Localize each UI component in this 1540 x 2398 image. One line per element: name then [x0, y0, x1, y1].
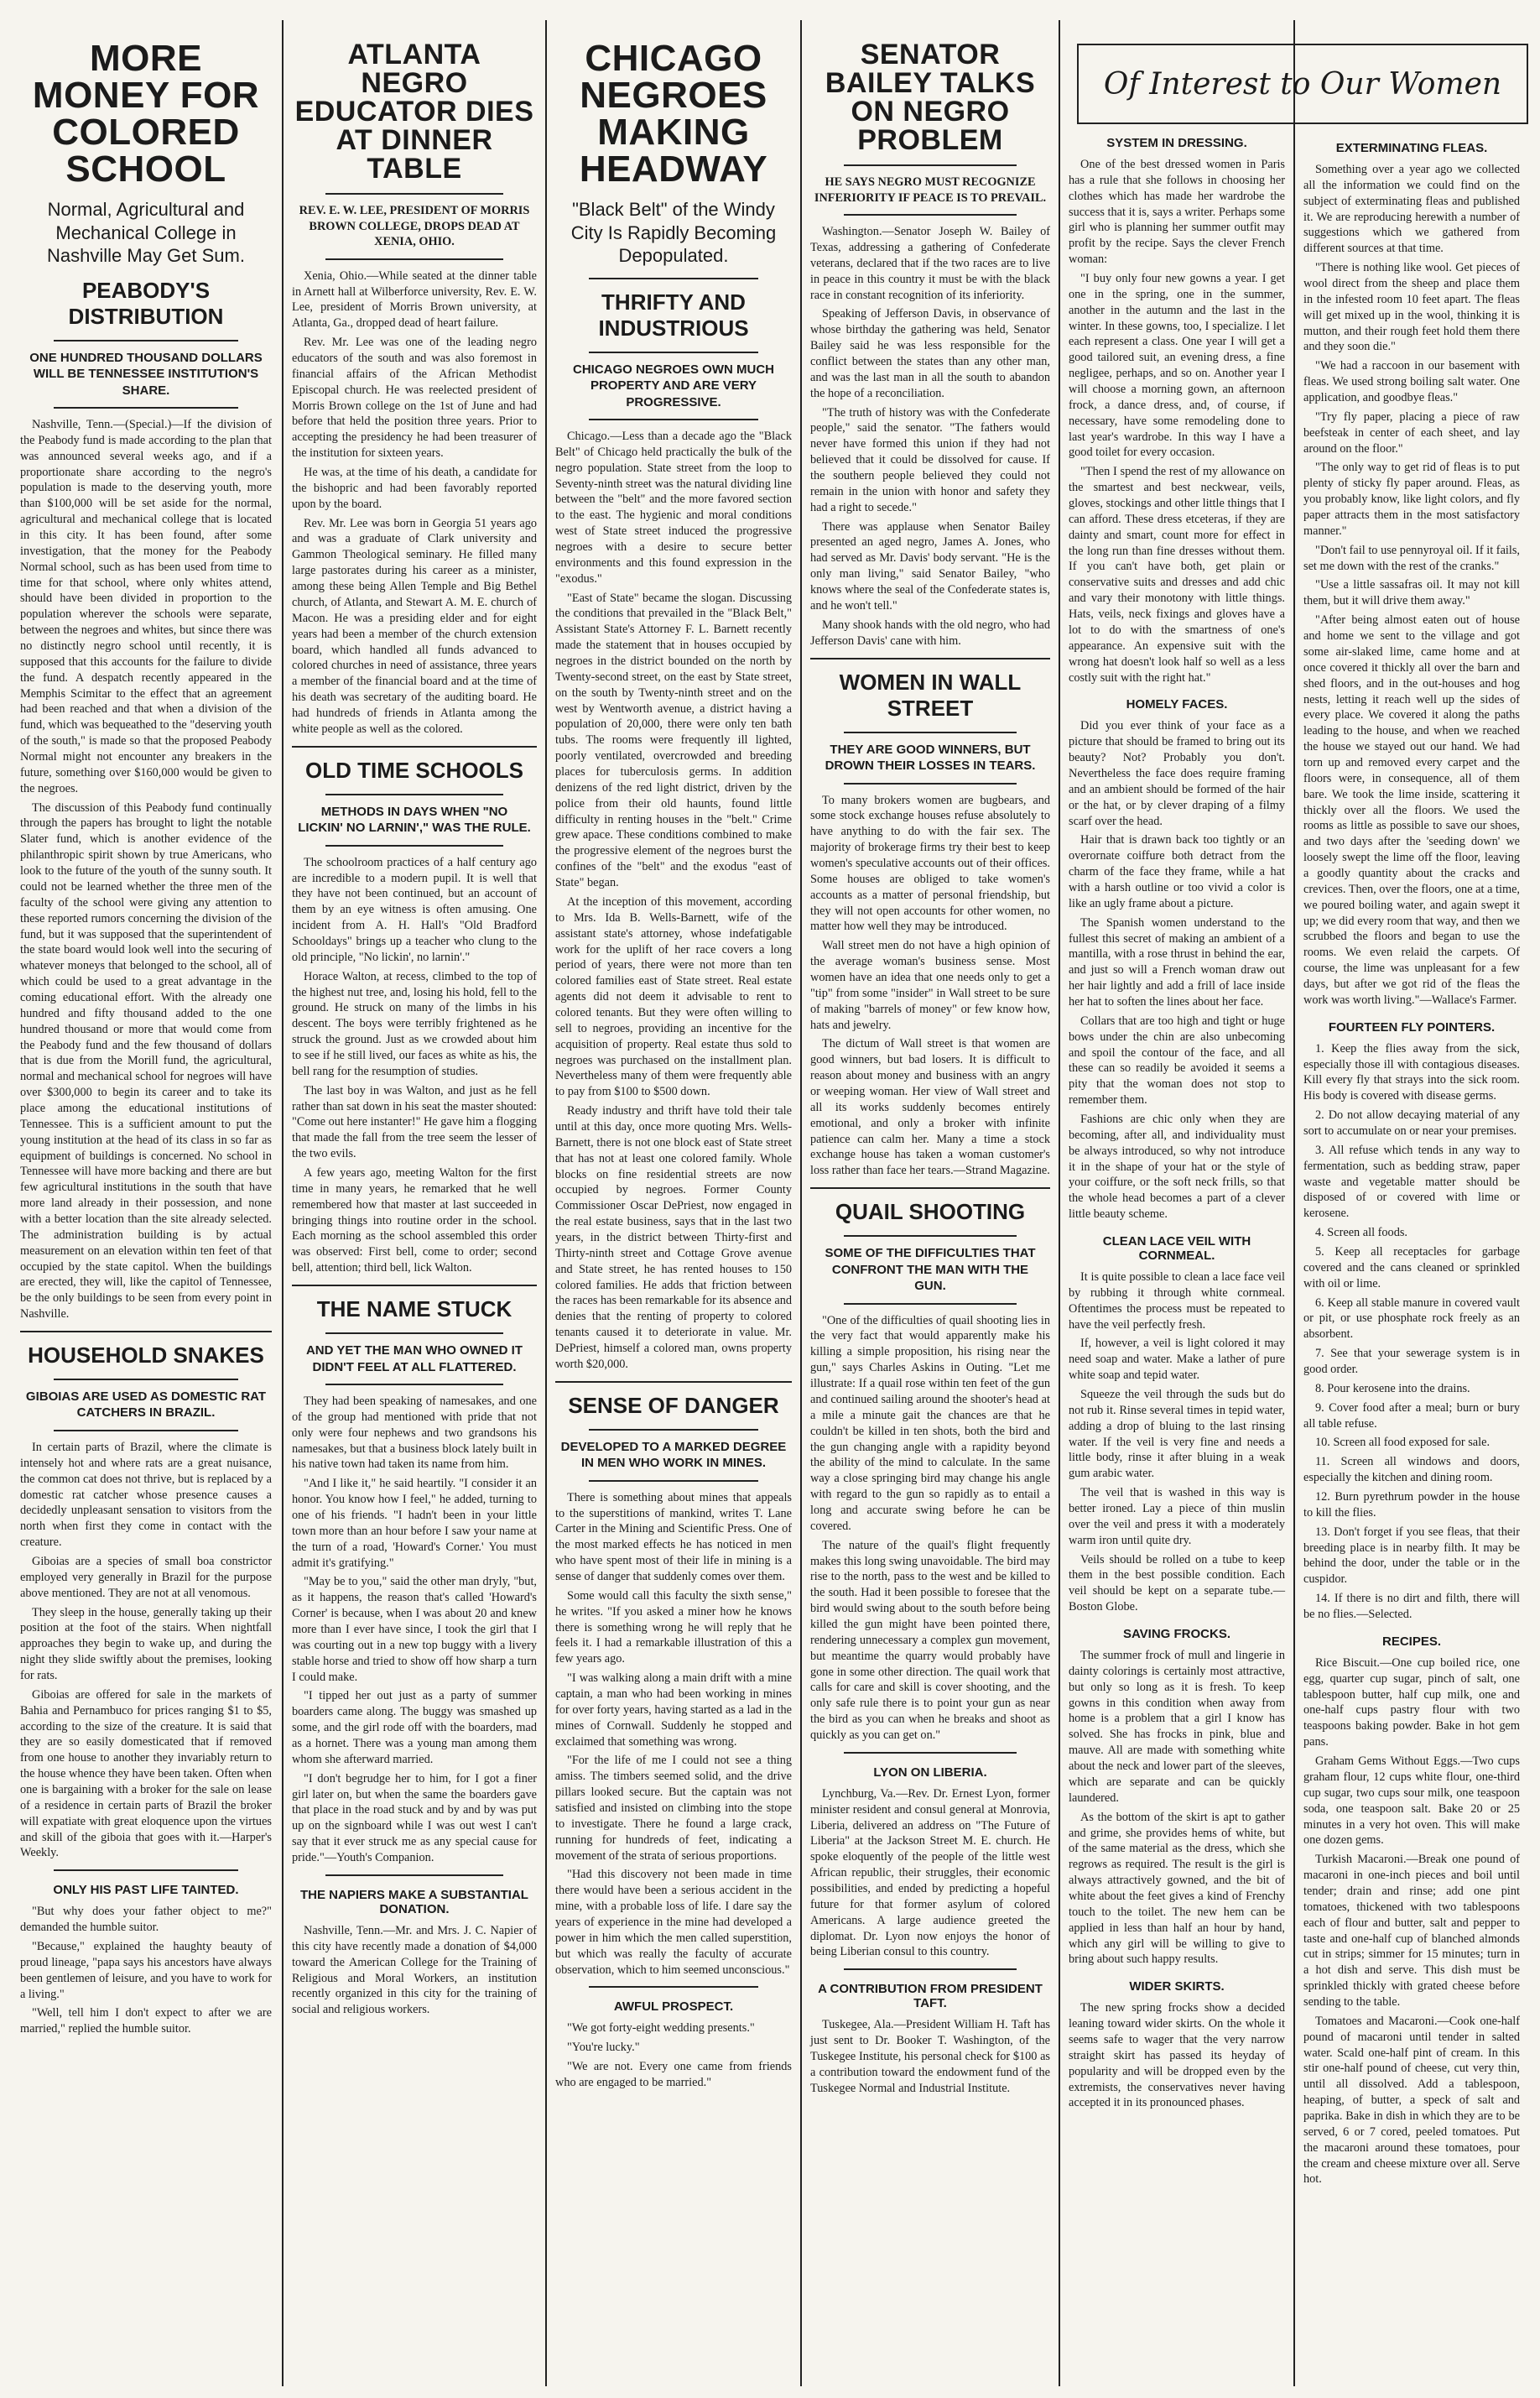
paragraph: The summer frock of mull and lingerie in dainty colorings is certainly most attractive, but only so long as it is fresh. To keep gowns in this condition when away from home is a problem that a girl I know has solved. She has frocks in pink, blue and mauve. All are made with something white about the neck and lower part of the sleeves, which are separate and can be quickly laundered. — [1069, 1649, 1285, 1805]
paragraph: It is quite possible to clean a lace face veil by rubbing it through white cornmeal. Oftentimes the process must be repeated to have the veil perfectly fresh. — [1069, 1270, 1285, 1332]
paragraph: 4. Screen all foods. — [1315, 1226, 1407, 1240]
paragraph: Nashville, Tenn.—(Special.)—If the division of the Peabody fund is made according to the plan that was announced several weeks ago, and if a proportionate share according to the negro's population is made to the deserving youth, more than $100,000 will be set aside for the normal, agricultural and mechanical college that is located in this city. It has been found, after some investigation, that the money for the Peabody Normal school, such as has been used from time to time for that school, where only whites attend, should have been divided in proportion to the population wherever the schools were separate, between the negroes and whites, but since there was no distinctly negro school until recently, it is supposed that this accounts for the failure to divide the fund. A despatch recently appeared in the Memphis Scimitar to the effect that an agreement had been reached and that when a division of the fund, which was bequeathed to the "deserving youth of the south," is made so that the proposed Peabody Normal might not encounter any breakers in the future, something over $160,000 would be given to the negroes. — [20, 418, 272, 795]
divider — [844, 1968, 1017, 1970]
recipe-item: Turkish Macaroni.—Break one pound of macaroni in one-inch pieces and boil until tender; drain and rinse; add one pint tomatoes, thickened with two tablespoons each of flour and butter, salt and pepper to taste and one-half cup of blanched almonds cut in strips; simmer for 15 minutes; turn in a hot dish and serve. This dish must be sprinkled thickly with grated cheese before sending to the table. — [1303, 1853, 1520, 2009]
paragraph: "I buy only four new gowns a year. I get one in the spring, one in the summer, another in the autumn and the last in the winter. In these gowns, too, I specialize. I let each represent a class. One year I will get a good tailored suit, an evening dress, a fine negligee, perhaps, and so on. Another year I will choose a morning gown, an afternoon frock, a dance dress, and, of course, if necessary, have some remodeling done to last year's wardrobe. In this way I have a good toilet for every occasion. — [1069, 272, 1285, 460]
divider — [589, 1429, 758, 1431]
paragraph: 14. If there is no dirt and filth, there will be no flies.—Selected. — [1303, 1592, 1520, 1622]
title-homely-faces: HOMELY FACES. — [1126, 697, 1228, 712]
paragraph: 6. Keep all stable manure in covered vault or pit, or use phosphate rock freely as an absorbent. — [1303, 1295, 1520, 1342]
divider — [810, 1187, 1050, 1189]
newspaper-page — [12, 12, 1528, 2386]
paragraph: 12. Burn pyrethrum powder in the house to kill the flies. — [1303, 1490, 1520, 1520]
divider — [325, 1332, 503, 1334]
paragraph: "I tipped her out just as a party of summer boarders came along. The buggy was smashed up some, and the girl rode off with the boarders, mad as a hornet. There was a young man among them whom she afterward married. — [292, 1689, 537, 1766]
paragraph: Nashville, Tenn.—Mr. and Mrs. J. C. Napier of this city have recently made a donation of $4,000 toward the American College for the Training of Religious and Moral Workers, an institution recently organized in this city for the training of social and religious workers. — [292, 1923, 537, 2017]
paragraph: The nature of the quail's flight frequently makes this long swing unavoidable. The bird may rise to the north, pass to the west and be killed to the south. Had it been possible to foresee that the bird would swing about to the south before being killed the gun might have been pointed there, rendering unnecessary a complex gun movement, but meantime the quarry would probably have gone in some other direction. The quail work that calls for care and skill is cover shooting, and the only safe rule there is to point your gun as near the bird as you can when he breaks and shoot as quickly as you can get on." — [810, 1538, 1050, 1742]
recipe-item: Tomatoes and Macaroni.—Cook one-half pound of macaroni until tender in salted water. Scald one-half pint of cream. In this stir one-half pound of cheese, cut very thin, until all dissolved. Add a tablespoon, heaping, of butter, a speck of salt and paprika. Bake in dish in which they are to be served, 6 or 7 cored, peeled tomatoes. Put the macaroni around these tomatoes, pour the cream and cheese mixture over all. Serve hot. — [1303, 2014, 1520, 2187]
divider — [844, 1303, 1017, 1305]
divider — [325, 193, 503, 195]
paragraph: "Then I spend the rest of my allowance on the smartest and best neckwear, veils, gloves, stockings and other little things that I can afford. These dress etceteras, if they are dainty and smart, count more for effect in the long run than fine dresses without them. If you can't have both, get plain or conservative suits and dresses and add chic and vary their monotony with little things. Hats, veils, neck fixings and gloves have a lot to do with the smartness of one's appearance. An expensive suit with the wrong hat doesn't look half so well as a less costly suit with the right hat." — [1069, 465, 1285, 685]
paragraph: "Well, tell him I don't expect to after we are married," replied the humble suitor. — [20, 2006, 272, 2036]
paragraph: 3. All refuse which tends in any way to fermentation, such as bedding straw, paper waste and vegetable matter should be disposed of or covered with lime or kerosene. — [1303, 1143, 1520, 1221]
headline-household-snakes: HOUSEHOLD SNAKES — [28, 1342, 264, 1368]
divider — [325, 845, 503, 847]
paragraph: The last boy in was Walton, and just as he fell rather than sat down in his seat the master shouted: "Come out here instanter!" He gave him a flogging that made the fall from the tree seem the lesser of the two evils. — [292, 1083, 537, 1161]
paragraph: "For the life of me I could not see a thing amiss. The timbers seemed solid, and the drive pillars looked secure. But the captain was not satisfied and insisted on climbing into the stope to investigate. There he found a large crack, running for hundreds of feet, indicating a movement of the strata of serious proportions. — [555, 1754, 792, 1863]
paragraph: Giboias are a species of small boa constrictor employed very generally in Brazil for the purpose above mentioned. They are not at all venomous. — [20, 1555, 272, 1600]
divider — [844, 732, 1017, 733]
title-wider-skirts: WIDER SKIRTS. — [1129, 1979, 1225, 1994]
subhead-thrifty: THRIFTY AND INDUSTRIOUS — [598, 289, 749, 341]
title-lace-veil: CLEAN LACE VEIL WITH CORNMEAL. — [1102, 1234, 1251, 1263]
paragraph: Fashions are chic only when they are becoming, after all, and individuality must be always introduced, so why not introduce it in the shape of your hat or the style of your coiffure, or the soft neck frills, so that the whole head becomes a part of a clever little beauty scheme. — [1069, 1112, 1285, 1222]
divider — [844, 1235, 1017, 1237]
paragraph: "One of the difficulties of quail shooting lies in the very fact that would apparently make his killing a simple proposition, his rising near the gun," says Charles Askins in Outing. "Let me illustrate: If a quail rose within ten feet of the gun and continued sailing around the shooter's head at a mile a minute gait the chances are that he couldn't be killed in ten shots, both the bird and the gun changing angle with a rapidity beyond the ability of the mind to calculate. In the same way a close springing bird may change his angle with regard to the gun so rapidly as to entail a long and accurate swing before he can be covered. — [810, 1313, 1050, 1533]
paragraph: Wall street men do not have a high opinion of the average woman's business sense. Most women have an idea that one needs only to get a "tip" from some "insider" in Wall street to be sure of making "barrels of money" or few know how, hats and jewelry. — [810, 939, 1050, 1032]
paragraph: "We are not. Every one came from friends who are engaged to be married." — [555, 2060, 792, 2090]
paragraph: Lynchburg, Va.—Rev. Dr. Ernest Lyon, former minister resident and consul general at Monrovia, Liberia, delivered an address on "The Future of Liberia" at the Jackson Street M. E. church. He spoke eloquently of the people of the little west African republic, their struggles, their economic possibilities, and ended by predicting a hopeful future for that former asylum of colored Americans. A large audience greeted the diplomat. Dr. Lyon now enjoys the honor of being Liberian consul to this country. — [810, 1786, 1050, 1959]
deck-black-belt: "Black Belt" of the Windy City Is Rapidly Becoming Depopulated. — [570, 199, 777, 266]
divider — [54, 340, 238, 341]
paragraph: "The only way to get rid of fleas is to put plenty of sticky fly paper around. Fleas, as you probably know, like light colors, and fly paper attracts them in the most satisfactory manner." — [1303, 461, 1520, 538]
paragraph: Many shook hands with the old negro, who had Jefferson Davis' cane with him. — [810, 618, 1051, 648]
paragraph: 8. Pour kerosene into the drains. — [1315, 1381, 1470, 1395]
paragraph: In certain parts of Brazil, where the climate is intensely hot and where rats are a great nuisance, the common cat does not thrive, but is replaced by a domestic rat catcher whose presence causes a decidedly unpleasant sensation to visitors from the north when first they come in contact with the creature. — [20, 1440, 272, 1550]
title-exterminating-fleas: EXTERMINATING FLEAS. — [1335, 141, 1488, 155]
paragraph: Xenia, Ohio.—While seated at the dinner table in Arnett hall at Wilberforce university, Rev. E. W. Lee, president of Morris Brown university, at Atlanta, Ga., dropped dead of heart failure. — [292, 268, 537, 331]
divider — [844, 164, 1017, 166]
paragraph: 2. Do not allow decaying material of any sort to accumulate on or near your premises. — [1303, 1108, 1520, 1138]
column-3 — [547, 27, 800, 2386]
subhead-mines: DEVELOPED TO A MARKED DEGREE IN MEN WHO WORK IN MINES. — [560, 1439, 787, 1471]
paragraph: Washington.—Senator Joseph W. Bailey of Texas, addressing a gathering of Confederate veterans, declared that if the two races are to live in peace in this country it must be with the black race in constant recognition of its inferiority. — [810, 225, 1050, 302]
paragraph: 7. See that your sewerage system is in good order. — [1303, 1347, 1520, 1377]
headline-old-time-schools: OLD TIME SCHOOLS — [305, 757, 523, 783]
paragraph: Collars that are too high and tight or huge bows under the chin are also unbecoming and spoil the contour of the face, and all these can so readily be avoided it seems a pity that the woman does not stop to remember them. — [1069, 1014, 1285, 1108]
paragraph: 5. Keep all receptacles for garbage covered and the cans cleaned or sprinkled with oil or lime. — [1303, 1245, 1520, 1290]
paragraph: There was applause when Senator Bailey presented an aged negro, James A. Jones, who had served as Mr. Davis' body servant. "He is the only man living," said Senator Bailey, "who knows where the seal of the Confederate states is, and he won't tell." — [810, 519, 1050, 613]
paragraph: Speaking of Jefferson Davis, in observance of whose birthday the gathering was held, Senator Bailey said he was less responsible for the conflict between the states than any other man, and was the last man in all the south to abandon the hope of a reconciliation. — [810, 307, 1050, 400]
paragraph: The veil that is washed in this way is better ironed. Lay a piece of thin muslin over the veil and press it with a moderately warm iron until quite dry. — [1069, 1486, 1285, 1547]
divider — [54, 1869, 238, 1871]
title-lyon-liberia: LYON ON LIBERIA. — [873, 1765, 987, 1780]
paragraph: Rev. Mr. Lee was one of the leading negro educators of the south and was also foremost in financial affairs of the African Methodist Episcopal church. He was reelected president of Morris Brown college on the 1st of June and had before that held the position three years. Prior to accepting the presidency he had been treasurer of the institution for sixteen years. — [292, 336, 537, 461]
paragraph: To many brokers women are bugbears, and some stock exchange houses refuse absolutely to have anything to do with the fair sex. The majority of brokerage firms try their best to keep women's speculative accounts out of their offices. Some houses are obliged to take women's accounts as a matter of personal friendship, but they will not open accounts for other women, no matter how well they may be introduced. — [810, 793, 1050, 934]
paragraph: "You're lucky." — [567, 2041, 640, 2055]
paragraph: One of the best dressed women in Paris has a rule that she follows in choosing her clothes which has made her wardrobe the success that it is, says a writer. Perhaps some girl who is planning her summer outfit may profit by the recipe. Says the clever French woman: — [1069, 158, 1285, 267]
divider — [54, 1379, 238, 1380]
paragraph: 1. Keep the flies away from the sick, especially those ill with contagious diseases. Kill every fly that strays into the sick room. His body is covered with disease germs. — [1303, 1041, 1520, 1103]
divider — [844, 783, 1017, 785]
paragraph: "The truth of history was with the Confederate people," said the senator. "The fathers would never have formed this union if they had not believed that it could be dissolved for cause. If the southern people believed they could not remain in the union with honor and safety they had a right to secede." — [810, 405, 1050, 514]
paragraph: "There is nothing like wool. Get pieces of wool direct from the sheep and place them in the infested room 10 feet apart. The fleas will get mixed up in the wool, thinking it is mutton, and their rough feet hold them there and they soon die." — [1303, 261, 1520, 354]
divider — [325, 258, 503, 260]
paragraph: "May be to you," said the other man dryly, "but, as it happens, the reason that's called 'Howard's Corner' is because, when I was about 20 and knew more than I ever have since, I took the girl that I was courting out in a new top buggy with a livery stable horse and tried to show off how sharp a turn I could make. — [292, 1575, 537, 1684]
paragraph: As the bottom of the skirt is apt to gather and grime, she provides hems of white, but of the same material as the dress, which she regrows as required. The result is the girl is always attractively gowned, and the bit of white about the feet gives a kind of Frenchy touch to the toilet. The new hem can be applied in less than half an hour by hand, which any girl will be willing to give to bring about such happy results. — [1069, 1810, 1285, 1967]
paragraph: They had been speaking of namesakes, and one of the group had mentioned with pride that not only were four nephews and two grandsons his namesakes, but that a business block lately built in his native town had taken its name from him. — [292, 1394, 537, 1472]
paragraph: Ready industry and thrift have told their tale until at this day, once more quoting Mrs. Wells-Barnett, there is not one block east of State street that has not at least one colored family. Whole blocks on fine residential streets are now occupied by negroes. Former County Commissioner Oscar DePriest, now engaged in the real estate business, says that in the last two years, in the district between Thirty-first and Thirty-ninth street and Cottage Grove avenue and State street, he has rented houses to 150 colored families. He adds that friction between the races has been remarkable for its absence and denies that the renting of property to colored tenants caused it to deteriorate in value. Mr. DePriest, himself a colored man, owns property worth $20,000. — [555, 1104, 792, 1371]
headline-quail-shooting: QUAIL SHOOTING — [835, 1199, 1026, 1225]
paragraph: "I don't begrudge her to him, for I got a finer girl later on, but when the same the boarders gave that place in the road stuck and by and by was put up on the signboard while I was out west I can't say that it ever struck me as any special cause for pride."—Youth's Companion. — [292, 1771, 537, 1865]
divider — [589, 352, 758, 353]
paragraph: Chicago.—Less than a decade ago the "Black Belt" of Chicago held practically the bulk of the negro population. State street from the loop to Seventy-ninth street was the natural dividing line between the "belt" and the more favored section to the east. The hygienic and moral conditions west of State street induced the progressive negroes with a desire to secure better environments and this found expression in the "exodus." — [555, 430, 792, 586]
paragraph: At the inception of this movement, according to Mrs. Ida B. Wells-Barnett, wife of the assistant state's attorney, whose indefatigable work for the uplift of her race covers a long period of years, there were not more than ten colored families east of State street. Real estate agents did not deem it advisable to rent to colored tenants. But they were often willing to sell to negroes, providing an incentive for the acquisition of property. Real estate thus sold to negroes was purchased on the installment plan. Nevertheless many of them were frequently able to pay from $100 to $500 down. — [555, 894, 792, 1099]
paragraph: "After being almost eaten out of house and home we sent to the village and got some air-slaked lime, came home and at once covered it thickly all over the barn and shed floors, and in the out-houses and hog nests, letting it reach well up the sides of every place. We covered it along the paths leading to the house, and when we reached the house we stayed out our hand. We had torn up and removed every carpet and the floors were, in consequence, all of them bare. We took the lime inside, scattering it thickly over all the floors. We used the rooms as little as possible to save our shoes, and two days after the 'seeding down' we loosely swept the lime off the floor, leaving a goodly quantity about the cracks and crevices. Then, over the floors, one at a time, we poured boiling water, and again swept it up; we did every room that way, and then we scrubbed the floors and began to use the rooms. We even relaid the carpets. Of course, the lime was unpleasant for a few days, but after we got rid of the fleas the work was worth living."—Wallace's Farmer. — [1303, 613, 1520, 1007]
paragraph: Veils should be rolled on a tube to keep them in the best possible condition. Each veil should be kept on a separate tube.—Boston Globe. — [1069, 1552, 1285, 1614]
headline-women-wall-street: WOMEN IN WALL STREET — [839, 669, 1022, 721]
subhead-not-flattered: AND YET THE MAN WHO OWNED IT DIDN'T FEEL AT ALL FLATTERED. — [305, 1343, 523, 1374]
headline-chicago-negroes: CHICAGO NEGROES MAKING HEADWAY — [579, 38, 768, 190]
women-section-banner — [1077, 44, 1528, 124]
recipe-item: Rice Biscuit.—One cup boiled rice, one egg, quarter cup sugar, pinch of salt, one tablespoon butter, half cup milk, one and one-half cups pastry flour with two teaspoons baking powder. Bake in hot gem pans. — [1303, 1655, 1520, 1749]
column-1 — [12, 27, 280, 2386]
recipe-item: Graham Gems Without Eggs.—Two cups graham flour, 12 cups white flour, one-third cup sugar, two cups sour milk, one teaspoon soda, one teaspoon salt. Bake 20 or 25 minutes in a very hot oven. This will make one dozen gems. — [1303, 1754, 1520, 1848]
divider — [555, 1381, 792, 1383]
divider — [325, 1384, 503, 1385]
paragraph: The new spring frocks show a decided leaning toward wider skirts. On the whole it seems safe to wager that the very narrow straight skirt has passed its heyday of popularity and will be dropped even by the extremists, the conservatives never having accepted it in its pronounced phases. — [1069, 2001, 1285, 2110]
divider — [589, 1480, 758, 1482]
headline-sense-of-danger: SENSE OF DANGER — [568, 1392, 779, 1418]
subhead-peabody: PEABODY'S DISTRIBUTION — [68, 277, 224, 329]
paragraph: "We got forty-eight wedding presents." — [567, 2021, 755, 2036]
paragraph: "But why does your father object to me?" demanded the humble suitor. — [20, 1905, 272, 1935]
title-system-dressing: SYSTEM IN DRESSING. — [1106, 136, 1247, 150]
paragraph: The Spanish women understand to the fullest this secret of making an ambient of a mantilla, with a rose thrust in behind the ear, and just so will a French woman draw out her hair lightly and add a frill of lace inside her hat to soften the lines about her face. — [1069, 915, 1285, 1009]
subhead-hundred-thousand: ONE HUNDRED THOUSAND DOLLARS WILL BE TENNESSEE INSTITUTION'S SHARE. — [29, 350, 263, 398]
paragraph: Something over a year ago we collected all the information we could find on the subject of exterminating fleas and published it. We are reproducing herewith a number of suggestions which we gathered from different sources at that time. — [1303, 163, 1520, 256]
headline-name-stuck: THE NAME STUCK — [316, 1296, 512, 1322]
paragraph: "And I like it," he said heartily. "I consider it an honor. You know how I feel," he added, turning to one of his friends. "I hadn't been in your little town more than an hour before I saw your name at the turn of a road, 'Howard's Corner.' You must admit it's gratifying." — [292, 1477, 537, 1570]
paragraph: A few years ago, meeting Walton for the first time in many years, he remarked that he well remembered how that master at last succeeded in bringing things into routine order in the school. Each morning as the school assembled this order was observed: First bell, come to order; second bell, attention; third bell, lick Walton. — [292, 1165, 537, 1275]
title-napiers: THE NAPIERS MAKE A SUBSTANTIAL DONATION. — [300, 1887, 528, 1916]
divider — [589, 419, 758, 420]
byline-inferiority: HE SAYS NEGRO MUST RECOGNIZE INFERIORITY IF PEACE IS TO PREVAIL. — [814, 175, 1047, 205]
recipes-list — [1303, 1655, 1520, 2187]
divider — [54, 1430, 238, 1431]
paragraph: Rev. Mr. Lee was born in Georgia 51 years ago and was a graduate of Clark university and Gammon Theological seminary. He filled many large pastorates during his career as a minister, among these being Allen Temple and Big Bethel church, of Atlanta, and Stewart A. M. E. church of Macon. He was a presiding elder and for eight years had been a member of the church extension board, which handled all funds advanced to colored churches in need of assistance, three years a member of the financial board and at the time of his death was secretary of the auditing board. He had hundreds of friends in Atlanta among the white people as well as the colored. — [292, 516, 537, 736]
paragraph: The schoolroom practices of a half century ago are incredible to a modern pupil. It is well that they have not been continued, but an account of them by an eye witness is often amusing. One incident from A. H. Hall's "Old Bradford Schooldays" brings up a teacher who clung to the old principle, "No lickin', no larnin'." — [292, 855, 537, 964]
divider — [810, 658, 1050, 659]
title-awful-prospect: AWFUL PROSPECT. — [613, 1999, 734, 2015]
paragraph: 9. Cover food after a meal; burn or bury all table refuse. — [1303, 1400, 1520, 1431]
paragraph: 10. Screen all food exposed for sale. — [1315, 1436, 1491, 1450]
subhead-own-property: CHICAGO NEGROES OWN MUCH PROPERTY AND ARE VERY PROGRESSIVE. — [573, 362, 774, 409]
title-saving-frocks: SAVING FROCKS. — [1122, 1627, 1231, 1642]
divider — [589, 1986, 758, 1988]
women-section-title: Of Interest to Our Women — [1103, 66, 1502, 102]
title-fly-pointers: FOURTEEN FLY POINTERS. — [1328, 1019, 1496, 1035]
paragraph: They sleep in the house, generally taking up their position at the foot of the stairs. When nightfall approaches they begin to wake up, and during the night they slide swiftly about the premises, looking for rats. — [20, 1605, 272, 1683]
divider — [20, 1331, 272, 1332]
paragraph: "Use a little sassafras oil. It may not kill them, but it will drive them away." — [1303, 578, 1520, 608]
divider — [325, 1874, 503, 1876]
title-past-life: ONLY HIS PAST LIFE TAINTED. — [53, 1883, 239, 1898]
paragraph: 11. Screen all windows and doors, especially the kitchen and dining room. — [1303, 1455, 1520, 1485]
divider — [844, 214, 1017, 216]
paragraph: "Had this discovery not been made in time there would have been a serious accident in the mine, with a probable loss of life. I dare say the years of experience in the mine had developed a power in him which the men called superstition, but which was really the faculty of accurate observation, which to him seemed unconscious." — [555, 1868, 792, 1977]
title-president-taft: A CONTRIBUTION FROM PRESIDENT TAFT. — [818, 1982, 1043, 2011]
paragraph: "East of State" became the slogan. Discussing the conditions that prevailed in the "Black Belt," Assistant State's Attorney F. L. Barnett recently made the statement that in houses occupied by negroes in the district bounded on the north by Twenty-second street, on the east by State street, on the south by Twenty-ninth street and on the west by Wentworth avenue, a district having a population of 20,000, there were only ten bath tubs. The rooms were frequently ill lighted, poorly ventilated, overcrowded and breeding places for tuberculosis germs. In addition denizens of the red light district, driven by the police from their old haunts, found little difficulty in renting houses in the "belt." Crime grew apace. These conditions combined to make the progressive element of the negroes burst the confines of the "belt" and the exodus "east of State" began. — [555, 591, 792, 890]
paragraph: Did you ever think of your face as a picture that should be framed to bring out its beauty? Not? Probably you don't. Nevertheless the face does require framing and an ambient should be formed of the hair or the hat, or by clever draping of a filmy scarf over the head. — [1069, 719, 1285, 828]
paragraph: There is something about mines that appeals to the superstitions of mankind, writes T. Lane Carter in the Mining and Scientific Press. One of the most marked effects he has noticed in men who have spent most of their life in mining is a sense of danger that suddenly comes over them. — [555, 1490, 792, 1583]
subhead-good-winners: THEY ARE GOOD WINNERS, BUT DROWN THEIR LOSSES IN TEARS. — [825, 742, 1036, 773]
paragraph: "Try fly paper, placing a piece of raw beefsteak in center of each sheet, and lay around on the floor." — [1303, 409, 1520, 456]
divider — [54, 407, 238, 409]
paragraph: "We had a raccoon in our basement with fleas. We used strong boiling salt water. One application, and goodbye fleas." — [1303, 359, 1520, 405]
paragraph: He was, at the time of his death, a candidate for the bishopric and had been favorably reported upon by the board. — [292, 466, 537, 511]
paragraph: The discussion of this Peabody fund continually through the papers has brought to light the notable Slater fund, which is another evidence of the philanthropic spirit shown by true Americans, who look to the future of the youth of the sunny south. It could not be learned whether the three men of the faculty of the school were giving any attention to these reported rumors concerning the division of the fund, but it was supposed that the superintendent of the state board would look well into the securing of whatever moneys that belonged to the school, all of which could be used to a great advantage in the coming educational effort. With the already one hundred and fifty thousand added to the one hundred thousand or more that would come from the Peabody fund and the few thousand of dollars that is due from the Morill fund, the agricultural, normal and mechanical school for negroes will have over $300,000 to begin its career and to take its place among the educational institutions of Tennessee. This is a sufficient amount to put the young institution at the head of its class in so far as equipment of buildings is concerned. No school in Tennessee will have more backing and there are but few agricultural institutions in the south that have more land already in their possession, and none with a better location than the site already selected. The administration building is by actual measurement on an elevation within ten feet of that occupied by the state capitol. When the buildings are erected, they will, like the capitol of Tennessee, be the only buildings to be seen from every point in Nashville. — [20, 800, 272, 1322]
paragraph: The dictum of Wall street is that women are good winners, but bad losers. It is difficult to reason about money and business with an angry or weeping woman. Her view of Wall street and all its works suddenly becomes entirely emotional, and only a broker with infinite patience can calm her. Many a time a stock exchange house has taken a woman customer's loss rather than face her tears.—Strand Magazine. — [810, 1037, 1050, 1178]
paragraph: Squeeze the veil through the suds but do not rub it. Rinse several times in tepid water, adding a drop of bluing to the last rinsing water. If the veil is very fine and needs a little body, rinse it after bluing in a weak gum arabic water. — [1069, 1388, 1285, 1481]
paragraph: Hair that is drawn back too tightly or an overornate coiffure both detract from the charm of the face they frame, while a hat with a harsh outline or too vivid a color is like an ugly frame about a picture. — [1069, 833, 1285, 910]
paragraph: "I was walking along a main drift with a mine captain, a man who had been working in mines for over forty years, having started as a lad in the mines of Cornwall. Suddenly he stopped and exclaimed that something was wrong. — [555, 1671, 792, 1749]
paragraph: If, however, a veil is light colored it may need soap and water. Make a lather of pure white soap and tepid water. — [1069, 1337, 1285, 1383]
divider — [292, 1285, 537, 1286]
subhead-giboias: GIBOIAS ARE USED AS DOMESTIC RAT CATCHERS IN BRAZIL. — [25, 1389, 267, 1421]
headline-senator-bailey: SENATOR BAILEY TALKS ON NEGRO PROBLEM — [825, 39, 1036, 156]
column-4 — [802, 27, 1059, 2386]
paragraph: Horace Walton, at recess, climbed to the top of the highest nut tree, and, losing his hold, fell to the ground. He struck on many of the limbs in his descent. The boys were terribly frightened as he struck the ground. Just as we crowded about him to see if he still lived, our faces as white as his, the bell rang for the resumption of studies. — [292, 969, 537, 1078]
paragraph: Some would call this faculty the sixth sense," he writes. "If you asked a miner how he knows there is something wrong he will reply that he feels it. I had a remarkable illustration of this a few years ago. — [555, 1588, 792, 1666]
title-recipes: RECIPES. — [1381, 1634, 1442, 1649]
divider — [589, 278, 758, 279]
headline-more-money: MORE MONEY FOR COLORED SCHOOL — [32, 38, 260, 190]
paragraph: 13. Don't forget if you see fleas, that their breeding place is in nearby filth. It may be behind the door, under the table or in the cuspidor. — [1303, 1525, 1520, 1587]
divider — [292, 746, 537, 748]
column-2 — [284, 27, 545, 2386]
byline-rev-lee: REV. E. W. LEE, PRESIDENT OF MORRIS BROWN COLLEGE, DROPS DEAD AT XENIA, OHIO. — [299, 204, 530, 249]
paragraph: "Because," explained the haughty beauty of proud lineage, "papa says his ancestors have always been gentlemen of leisure, and you have to work for a living." — [20, 1940, 272, 2001]
deck-normal-college: Normal, Agricultural and Mechanical College in Nashville May Get Sum. — [47, 199, 245, 266]
column-6 — [1295, 129, 1528, 2386]
divider — [325, 794, 503, 795]
headline-atlanta-educator: ATLANTA NEGRO EDUCATOR DIES AT DINNER TABLE — [294, 39, 534, 185]
divider — [844, 1752, 1017, 1754]
paragraph: Giboias are offered for sale in the markets of Bahia and Pernambuco for prices ranging $1 to $5, according to the size of the creature. It is said that they are so easily domesticated that if removed from one house to another they invariably return to the house whence they have been taken. Often when one is bargaining with a broker for the sale on lease of a residence in certain parts of Brazil the broker will expatiate with great eloquence upon the virtues and skill of the giboia that goes with it.—Harper's Weekly. — [20, 1687, 272, 1860]
subhead-no-lickin: METHODS IN DAYS WHEN "NO LICKIN' NO LARNIN'," WAS THE RULE. — [298, 804, 531, 836]
paragraph: Tuskegee, Ala.—President William H. Taft has just sent to Dr. Booker T. Washington, of the Tuskegee Institute, his personal check for $100 as a contribution toward the endowment fund of the Tuskegee Normal and Industrial Institute. — [810, 2018, 1050, 2095]
subhead-difficulties: SOME OF THE DIFFICULTIES THAT CONFRONT THE MAN WITH THE GUN. — [825, 1246, 1036, 1294]
paragraph: "Don't fail to use pennyroyal oil. If it fails, set me down with the rest of the cranks." — [1303, 543, 1520, 573]
